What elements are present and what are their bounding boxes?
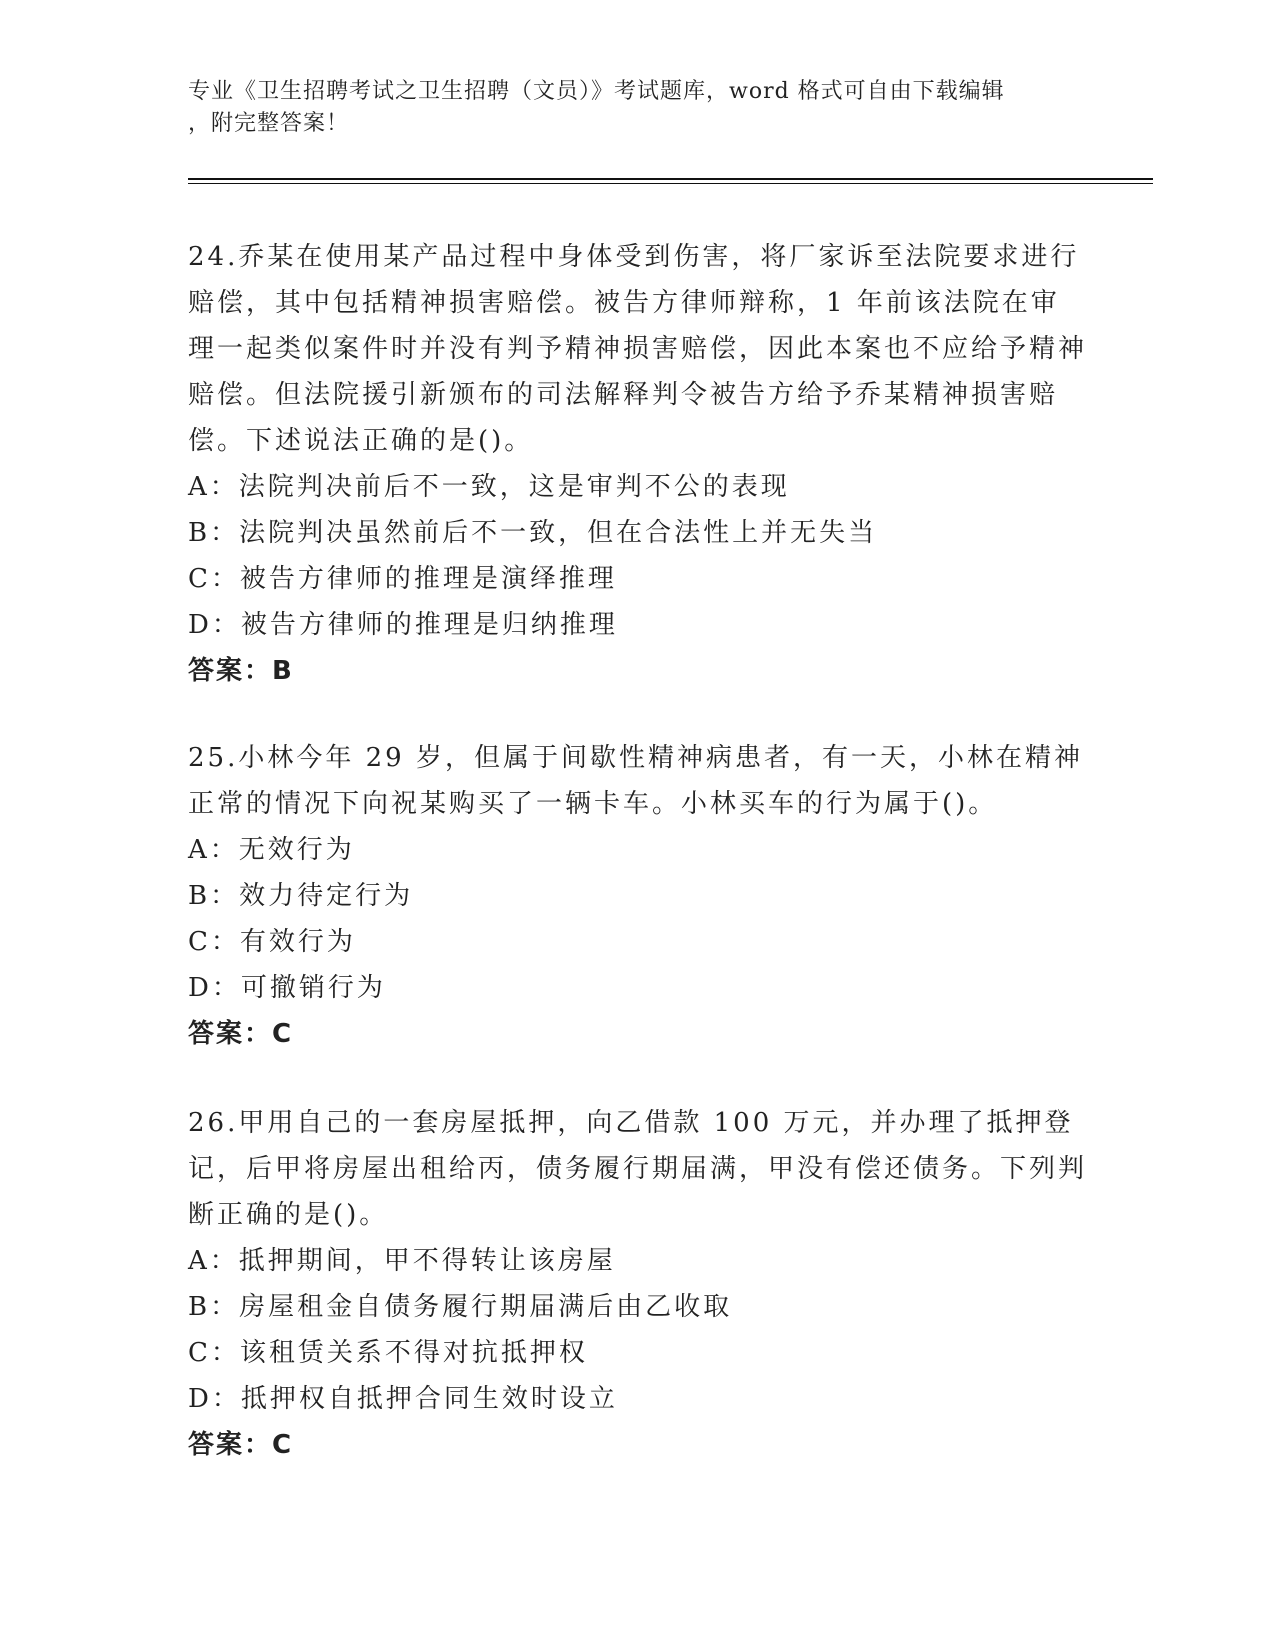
answer-label: 答案：B: [188, 656, 294, 686]
document-header: 专业《卫生招聘考试之卫生招聘（文员）》考试题库，word 格式可自由下载编辑 ，附完整答案！: [188, 79, 1005, 136]
option-c: C：被告方律师的推理是演绎推理: [188, 564, 617, 594]
option-d: D：可撤销行为: [188, 973, 386, 1003]
option-c: C：该租赁关系不得对抗抵押权: [188, 1338, 588, 1368]
option-d: D：被告方律师的推理是归纳推理: [188, 610, 618, 640]
question-stem: 24.乔某在使用某产品过程中身体受到伤害，将厂家诉至法院要求进行赔偿，其中包括精神损害赔偿。被告方律师辩称，1 年前该法院在审理一起类似案件时并没有判予精神损害赔偿，因此本案也不应给予精神赔偿。但法院援引新颁布的司法解释判令被告方给予乔某精神损害赔偿。下述说法正确的是()。: [188, 242, 1088, 456]
option-b: B：房屋租金自债务履行期届满后由乙收取: [188, 1292, 733, 1322]
option-d: D：抵押权自抵押合同生效时设立: [188, 1384, 618, 1414]
answer-label: 答案：C: [188, 1019, 294, 1049]
option-a: A：抵押期间，甲不得转让该房屋: [188, 1246, 616, 1276]
option-c: C：有效行为: [188, 927, 356, 957]
question-stem: 26.甲用自己的一套房屋抵押，向乙借款 100 万元，并办理了抵押登记，后甲将房屋出租给丙，债务履行期届满，甲没有偿还债务。下列判断正确的是()。: [188, 1108, 1088, 1230]
option-a: A：无效行为: [188, 835, 355, 865]
option-b: B：效力待定行为: [188, 881, 414, 911]
option-a: A：法院判决前后不一致，这是审判不公的表现: [188, 472, 790, 502]
question-stem: 25.小林今年 29 岁，但属于间歇性精神病患者，有一天，小林在精神正常的情况下向祝某购买了一辆卡车。小林买车的行为属于()。: [188, 743, 1083, 819]
option-b: B：法院判决虽然前后不一致，但在合法性上并无失当: [188, 518, 878, 548]
answer-label: 答案：C: [188, 1430, 294, 1460]
question-26: [188, 1100, 1088, 1468]
question-25: [188, 735, 1088, 1057]
header-divider-thin: [188, 183, 1153, 184]
header-divider-thick: [188, 178, 1153, 180]
question-24: [188, 234, 1088, 694]
